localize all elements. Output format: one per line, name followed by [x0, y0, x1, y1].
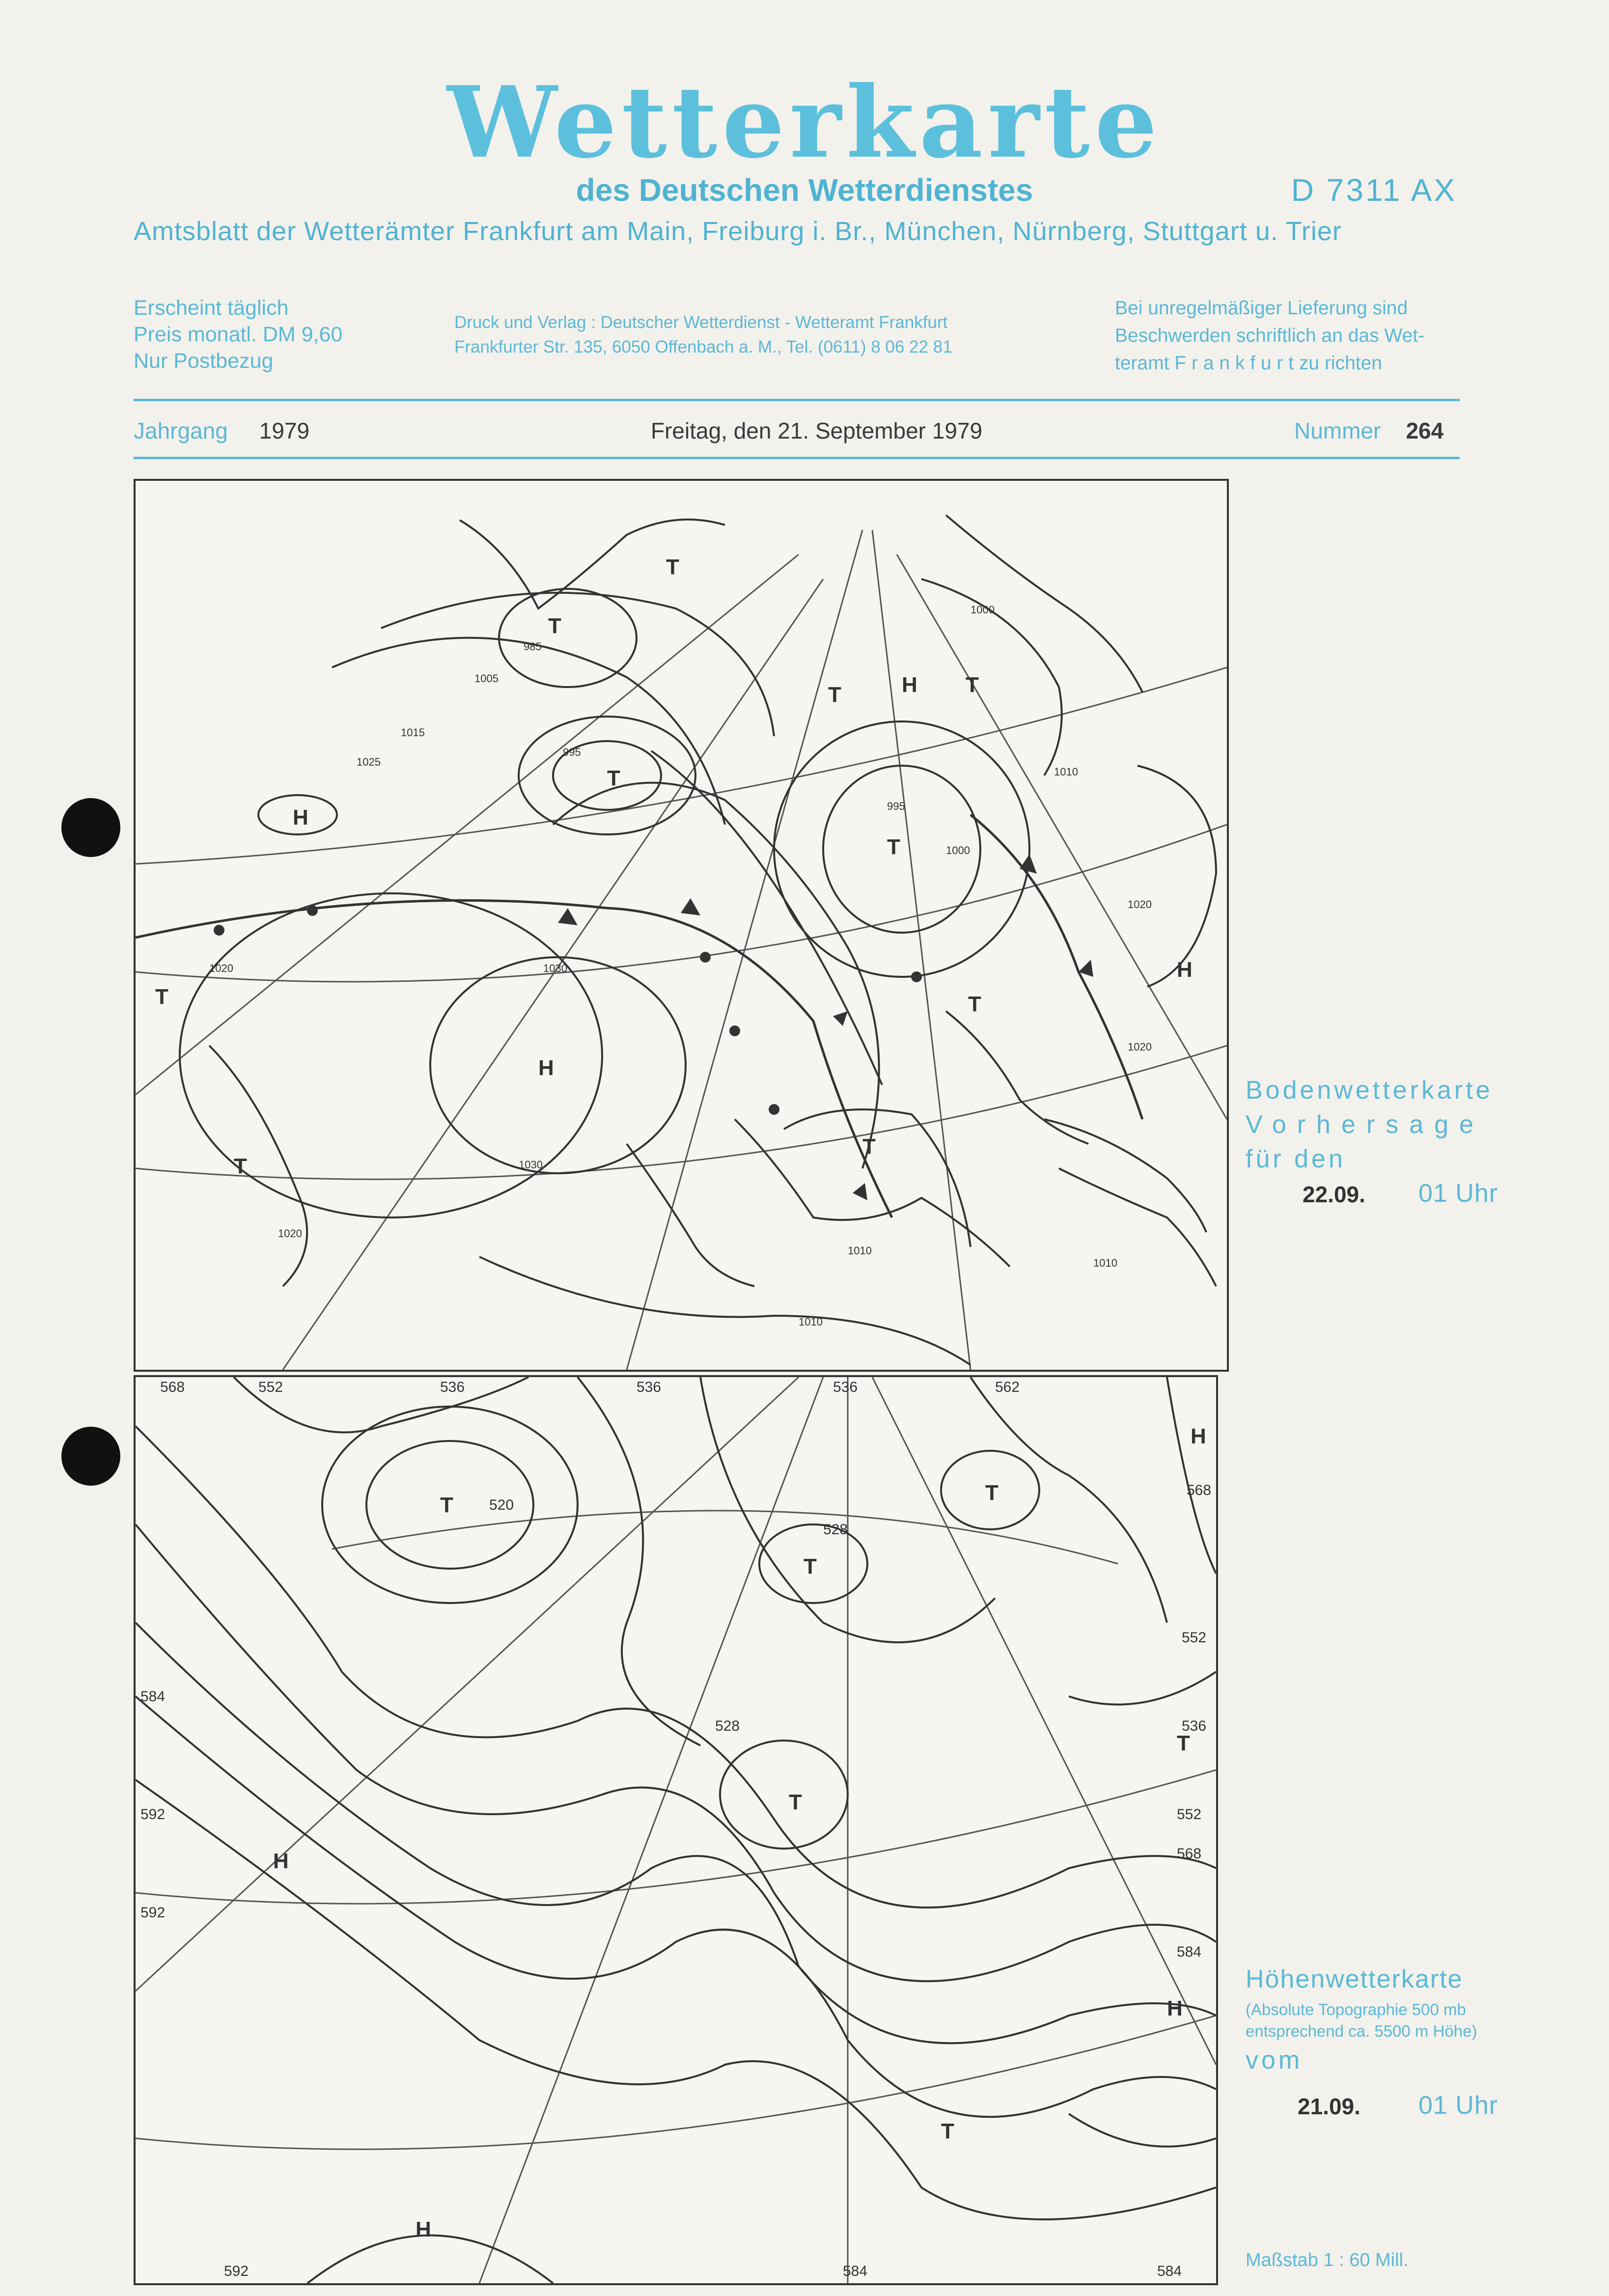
svg-text:1000: 1000 — [946, 844, 970, 857]
nummer-label: Nummer — [1294, 418, 1381, 443]
pressure-center-label: T — [789, 1790, 802, 1814]
pressure-center-label: H — [293, 805, 308, 830]
svg-text:592: 592 — [140, 1806, 166, 1823]
svg-text:592: 592 — [224, 2263, 249, 2279]
grid-line — [136, 1770, 1216, 1904]
pressure-center-label: H — [416, 2217, 431, 2241]
punch-hole — [61, 1427, 120, 1486]
svg-text:1030: 1030 — [519, 1159, 543, 1171]
issue-date: Freitag, den 21. September 1979 — [651, 418, 983, 443]
grid-line — [872, 1377, 1216, 2065]
svg-text:1015: 1015 — [401, 726, 425, 739]
grid-line — [627, 530, 862, 1370]
contours — [136, 1377, 1216, 2283]
upper-map-vom: vom — [1246, 2046, 1303, 2075]
surface-map-forecast: Vorhersage — [1246, 1110, 1484, 1139]
surface-map — [134, 479, 1229, 1372]
isobar — [1137, 766, 1216, 987]
svg-text:1025: 1025 — [357, 756, 381, 768]
svg-text:536: 536 — [440, 1379, 465, 1395]
svg-text:584: 584 — [140, 1688, 166, 1705]
isobar — [381, 593, 774, 736]
svg-text:1010: 1010 — [799, 1316, 823, 1328]
isobar — [1044, 1119, 1206, 1232]
surface-map-svg — [136, 481, 1227, 1370]
svg-text:562: 562 — [995, 1379, 1020, 1395]
pressure-center-label: T — [804, 1554, 817, 1578]
pressure-center-label: T — [941, 2119, 954, 2143]
info-center — [454, 310, 952, 360]
svg-text:995: 995 — [887, 800, 905, 812]
svg-text:1010: 1010 — [1054, 766, 1078, 778]
coastline — [946, 1011, 1088, 1144]
contour-values — [140, 1379, 1211, 2279]
svg-text:536: 536 — [1182, 1718, 1207, 1734]
jahrgang-value: 1979 — [259, 418, 310, 443]
upper-map-note-line: (Absolute Topographie 500 mb — [1246, 2000, 1466, 2019]
pressure-center-label: H — [538, 1056, 554, 1080]
svg-text:552: 552 — [258, 1379, 283, 1395]
svg-text:1020: 1020 — [1128, 898, 1152, 911]
pressure-center-label: T — [548, 614, 561, 638]
publication-code: D 7311 AX — [1291, 172, 1457, 208]
svg-text:584: 584 — [1157, 2263, 1182, 2279]
upper-air-map — [134, 1375, 1218, 2285]
info-left-line: Erscheint täglich — [134, 296, 289, 320]
surface-map-title: Bodenwetterkarte — [1246, 1076, 1493, 1105]
info-left — [134, 295, 342, 374]
svg-text:584: 584 — [843, 2263, 868, 2279]
svg-text:1020: 1020 — [209, 962, 233, 974]
upper-air-map-svg — [136, 1377, 1216, 2283]
info-right-line: teramt F r a n k f u r t zu richten — [1115, 353, 1383, 374]
punch-hole — [61, 798, 120, 857]
svg-text:568: 568 — [160, 1379, 185, 1395]
info-center-line: Frankfurter Str. 135, 6050 Offenbach a. M., Tel. (0611) 8 06 22 81 — [454, 337, 952, 357]
isobar — [479, 1257, 971, 1365]
isobar — [209, 1046, 307, 1286]
coastline — [1059, 1168, 1216, 1286]
surface-map-caption — [1246, 1073, 1493, 1176]
grid-line — [136, 2016, 1216, 2149]
info-left-line: Preis monatl. DM 9,60 — [134, 323, 343, 346]
pressure-center-label: T — [968, 992, 981, 1016]
svg-text:1020: 1020 — [278, 1227, 302, 1240]
grid-line — [283, 579, 823, 1370]
pressure-center-label: H — [273, 1849, 289, 1873]
isobar-values — [209, 604, 1152, 1328]
pressure-center-label: T — [234, 1154, 247, 1178]
pressure-center-label: H — [902, 673, 917, 697]
svg-text:552: 552 — [1182, 1630, 1207, 1646]
pressure-labels — [155, 555, 1193, 1178]
upper-map-time: 01 Uhr — [1418, 2091, 1498, 2120]
pressure-center-label: H — [1191, 1424, 1206, 1448]
page-title: Wetterkarte — [446, 65, 1163, 180]
pressure-center-label: H — [1177, 958, 1193, 982]
header-rule-bottom — [134, 457, 1460, 459]
svg-text:568: 568 — [1187, 1482, 1212, 1498]
jahrgang-label: Jahrgang — [134, 418, 228, 443]
pressure-center-label: T — [666, 555, 679, 579]
svg-text:528: 528 — [823, 1521, 848, 1538]
pressure-center-label: T — [1177, 1731, 1190, 1755]
grid-line — [136, 1046, 1227, 1179]
svg-text:1000: 1000 — [971, 604, 995, 616]
info-right-line: Beschwerden schriftlich an das Wet- — [1115, 325, 1425, 346]
upper-map-date: 21.09. — [1298, 2094, 1360, 2119]
svg-text:536: 536 — [833, 1379, 858, 1395]
pressure-center-label: H — [1167, 1996, 1183, 2020]
pressure-center-label: T — [985, 1481, 999, 1505]
info-left-line: Nur Postbezug — [134, 349, 274, 373]
pressure-center-label: T — [966, 673, 979, 697]
svg-text:995: 995 — [563, 746, 581, 758]
grid-line — [136, 554, 799, 1095]
info-center-line: Druck und Verlag : Deutscher Wetterdienst - Wetteramt Frankfurt — [454, 313, 948, 332]
svg-text:1010: 1010 — [848, 1245, 872, 1257]
svg-text:985: 985 — [524, 640, 542, 653]
front — [971, 815, 1142, 1119]
nummer — [1294, 417, 1443, 444]
svg-text:592: 592 — [140, 1905, 166, 1921]
svg-text:552: 552 — [1177, 1806, 1202, 1823]
grid-line — [136, 825, 1227, 982]
amtsblatt-line: Amtsblatt der Wetterämter Frankfurt am Main, Freiburg i. Br., München, Nürnberg, Stuttgart u. Trier — [134, 217, 1342, 246]
svg-text:536: 536 — [637, 1379, 662, 1395]
svg-text:1005: 1005 — [474, 672, 499, 685]
svg-text:1020: 1020 — [1128, 1041, 1152, 1053]
jahrgang — [134, 417, 309, 444]
surface-map-date: 22.09. — [1303, 1182, 1365, 1207]
svg-text:520: 520 — [489, 1497, 514, 1513]
pressure-center-label: T — [440, 1493, 453, 1517]
svg-text:528: 528 — [715, 1718, 740, 1734]
grid-line — [136, 1377, 799, 1991]
pressure-center-label: T — [887, 835, 900, 859]
grid-line — [897, 554, 1227, 1119]
upper-map-note-line: entsprechend ca. 5500 m Höhe) — [1246, 2022, 1477, 2040]
isobar — [430, 957, 686, 1173]
grid-line — [332, 1511, 1118, 1564]
pressure-center-label: T — [155, 985, 168, 1009]
svg-text:568: 568 — [1177, 1846, 1202, 1862]
upper-map-title: Höhenwetterkarte — [1246, 1965, 1463, 1993]
header-rule-top — [134, 399, 1460, 401]
nummer-value: 264 — [1406, 418, 1444, 443]
publisher-subtitle: des Deutschen Wetterdienstes — [576, 172, 1033, 208]
upper-map-note — [1246, 1999, 1477, 2042]
svg-text:1030: 1030 — [543, 962, 567, 974]
surface-map-time: 01 Uhr — [1418, 1179, 1498, 1208]
coastline — [460, 520, 725, 609]
info-right — [1115, 295, 1424, 377]
map-scale: Maßstab 1 : 60 Mill. — [1246, 2250, 1409, 2270]
pressure-center-label: T — [862, 1134, 876, 1159]
svg-text:1010: 1010 — [1093, 1257, 1117, 1269]
svg-text:584: 584 — [1177, 1944, 1202, 1960]
pressure-center-label: T — [607, 766, 620, 790]
pressure-center-label: T — [828, 683, 841, 707]
info-right-line: Bei unregelmäßiger Lieferung sind — [1115, 298, 1408, 319]
surface-map-fuer: für den — [1246, 1145, 1346, 1173]
